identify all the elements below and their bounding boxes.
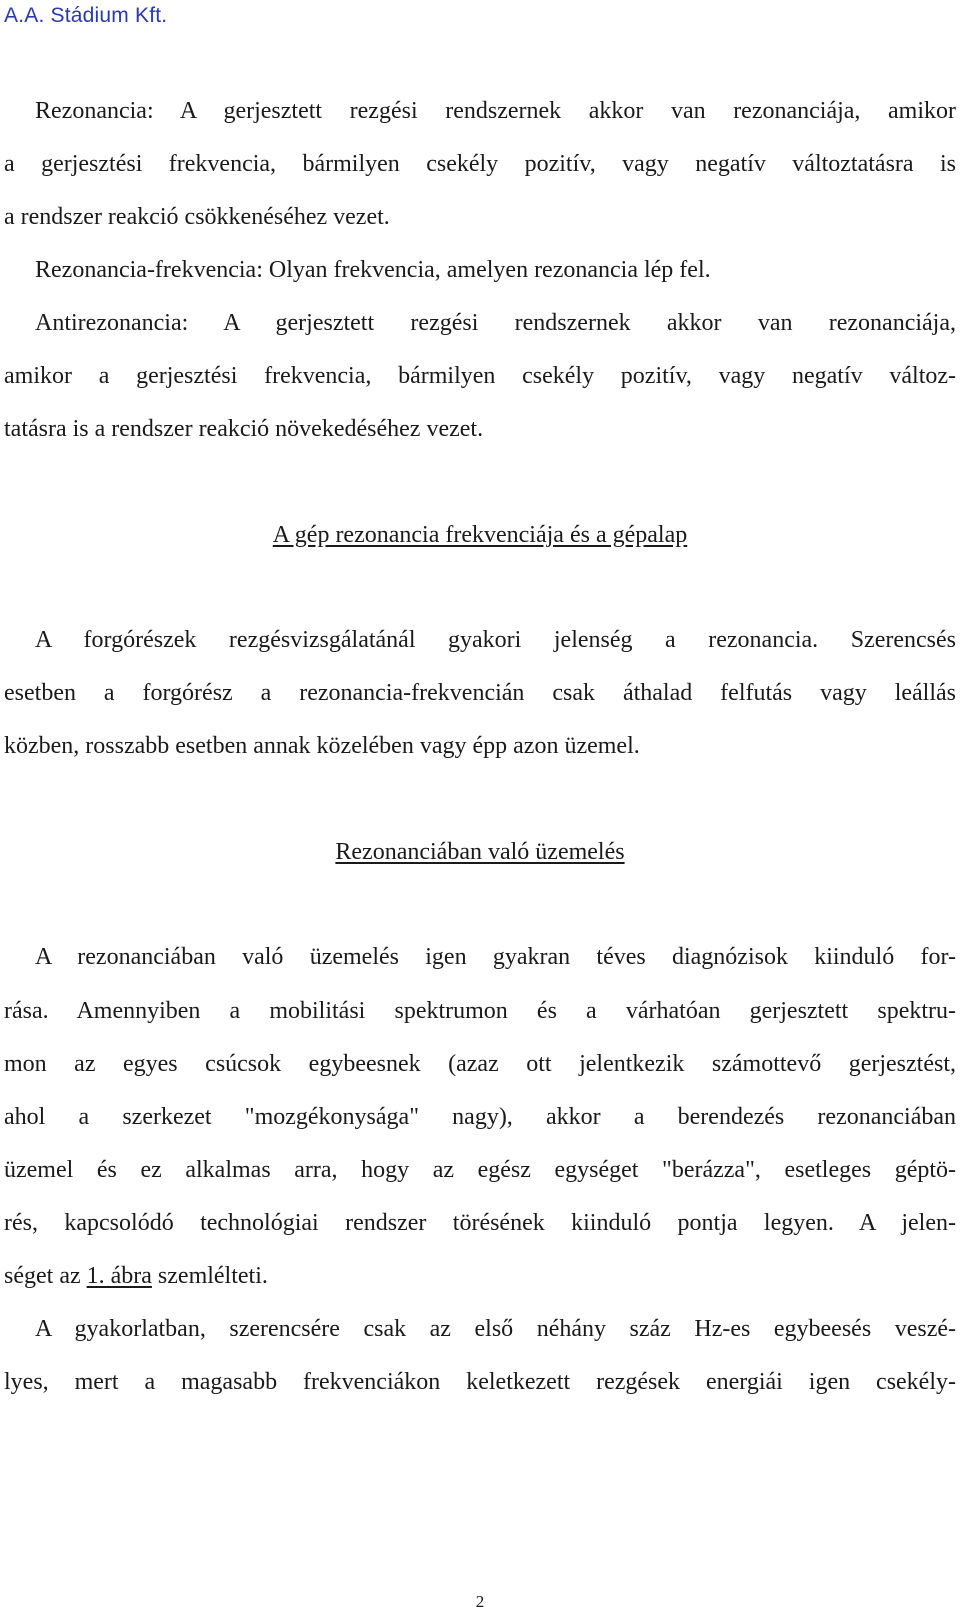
company-header: A.A. Stádium Kft.	[4, 4, 168, 27]
para6-line-1: A gyakorlatban, szerencsére csak az első néhány száz Hz-es egybeesés veszé-	[35, 1316, 956, 1342]
section-heading-1-text: A gép rezonancia frekvenciája és a gépalap	[272, 522, 688, 548]
para6-line-2: lyes, mert a magasabb frekvenciákon keletkezett rezgések energiái igen csekély-	[4, 1369, 956, 1395]
page-number: 2	[475, 1592, 485, 1611]
para3-line-2: amikor a gerjesztési frekvencia, bármilyen csekély pozitív, vagy negatív változ-	[4, 363, 956, 389]
para5-line-2: rása. Amennyiben a mobilitási spektrumon és a várhatóan gerjesztett spektru-	[4, 998, 956, 1024]
para3-line-3: tatásra is a rendszer reakció növekedéséhez vezet.	[4, 416, 484, 442]
figure-reference-link[interactable]: 1. ábra	[86, 1263, 152, 1289]
section-heading-1	[4, 520, 956, 550]
para5-line-7	[4, 1261, 956, 1291]
para2-line: Rezonancia-frekvencia: Olyan frekvencia, amelyen rezonancia lép fel.	[35, 257, 711, 283]
para4-line-2: esetben a forgórész a rezonancia-frekvencián csak áthalad felfutás vagy leállás	[4, 680, 956, 706]
para5-line-3: mon az egyes csúcsok egybeesnek (azaz ott jelentkezik számottevő gerjesztést,	[4, 1051, 956, 1077]
para5-line-7-before: séget az	[4, 1263, 87, 1289]
section-heading-2	[4, 837, 956, 867]
section-heading-2-text: Rezonanciában való üzemelés	[335, 839, 625, 865]
para1-line-1: Rezonancia: A gerjesztett rezgési rendszernek akkor van rezonanciája, amikor	[35, 98, 956, 124]
para1-line-2: a gerjesztési frekvencia, bármilyen csekély pozitív, vagy negatív változtatásra is	[4, 151, 956, 177]
para5-line-5: üzemel és ez alkalmas arra, hogy az egész egységet "berázza", esetleges géptö-	[4, 1157, 956, 1183]
para5-line-1: A rezonanciában való üzemelés igen gyakran téves diagnózisok kiinduló for-	[35, 944, 956, 970]
para4-line-1: A forgórészek rezgésvizsgálatánál gyakori jelenség a rezonancia. Szerencsés	[35, 627, 956, 653]
para4-line-3: közben, rosszabb esetben annak közelében vagy épp azon üzemel.	[4, 733, 640, 759]
para1-line-3: a rendszer reakció csökkenéséhez vezet.	[4, 204, 390, 230]
para5-line-6: rés, kapcsolódó technológiai rendszer törésének kiinduló pontja legyen. A jelen-	[4, 1210, 956, 1236]
para3-line-1: Antirezonancia: A gerjesztett rezgési rendszernek akkor van rezonanciája,	[35, 310, 956, 336]
para5-line-4: ahol a szerkezet "mozgékonysága" nagy), akkor a berendezés rezonanciában	[4, 1104, 956, 1130]
para5-line-7-after: szemlélteti.	[151, 1263, 268, 1289]
